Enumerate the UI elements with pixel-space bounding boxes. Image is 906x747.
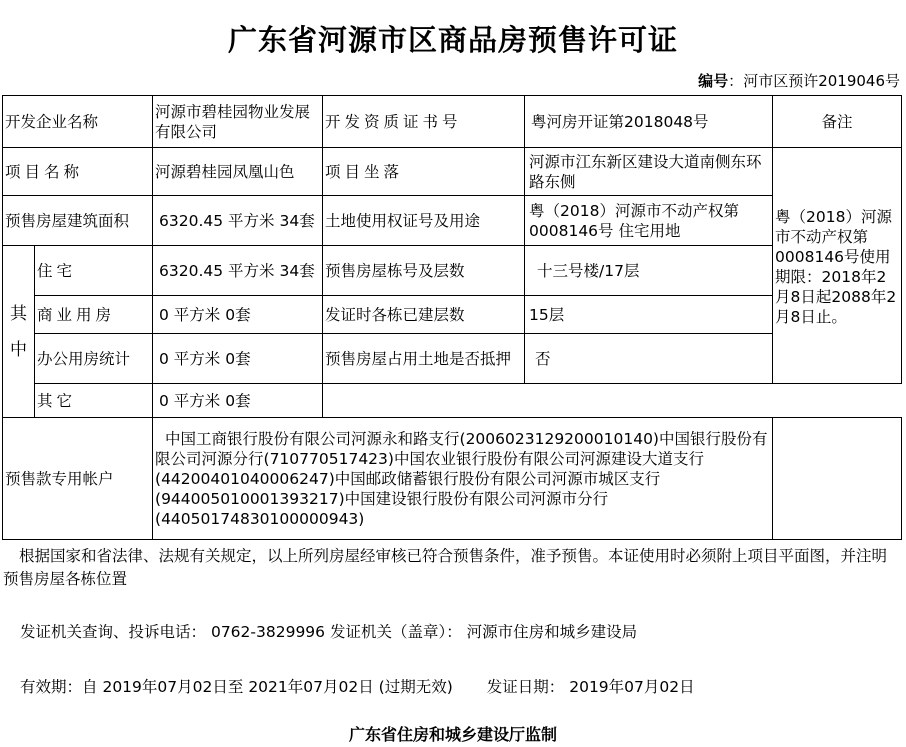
remarks-label: 备注: [773, 96, 902, 148]
presale-area-label: 预售房屋建筑面积: [3, 196, 153, 246]
building-floors-label: 预售房屋栋号及层数: [323, 246, 525, 296]
issue-date: 2019年07月02日: [569, 678, 695, 696]
table-row: [3, 334, 902, 384]
authority-label: 发证机关（盖章）：: [329, 623, 462, 641]
qualification-label: 开发资质证书号: [323, 96, 525, 148]
phone-number: 0762-3829996: [210, 623, 326, 641]
project-name-label: 项目名称: [3, 148, 153, 196]
contact-line: [20, 621, 906, 644]
validity-note: (过期无效): [378, 678, 453, 696]
authority-name: 河源市住房和城乡建设局: [466, 623, 638, 641]
table-row: [3, 418, 902, 540]
commercial-label: 商业用房: [35, 296, 153, 334]
developer-value: 河源市碧桂园物业发展有限公司: [153, 96, 323, 148]
residential-value: 6320.45 平方米 34套: [153, 246, 323, 296]
built-floors-value: 15层: [525, 296, 773, 334]
cert-no-label: 编号: [698, 72, 729, 90]
account-value: 中国工商银行股份有限公司河源永和路支行(2006023129200010140)中国银行股份有限公司河源分行(710770517423)中国农业银行股份有限公司河源建设大道支行(44200401040006247)中国邮政储蓄银行股份有限公司河源市城区支行(944005010001393217)中国建设银行股份有限公司河源市分行(44050174830100000943): [153, 418, 773, 540]
remarks-value: 粤（2018）河源市不动产权第0008146号使用期限：2018年2月8日起2088年2月8日止。: [773, 148, 902, 384]
cert-no-value: 河市区预许2019046号: [743, 72, 900, 90]
validity-label: 有效期：自: [20, 678, 98, 696]
office-label: 办公用房统计: [35, 334, 153, 384]
other-value: 0 平方米 0套: [153, 384, 323, 418]
legal-notice: 根据国家和省法律、法规有关规定，以上所列房屋经审核已符合预售条件，准予预售。本证使用时必须附上项目平面图，并注明预售房屋各栋位置: [3, 547, 888, 588]
table-row: [3, 246, 902, 296]
page-title: 广东省河源市区商品房预售许可证: [227, 23, 678, 57]
built-floors-label: 发证时各栋已建层数: [323, 296, 525, 334]
mortgage-value: 否: [525, 334, 773, 384]
table-row: [3, 196, 902, 246]
account-label: 预售款专用帐户: [3, 418, 153, 540]
commercial-value: 0 平方米 0套: [153, 296, 323, 334]
of-which-text: 其中: [10, 303, 27, 360]
of-which-label: [3, 246, 35, 418]
footer-supervisor: 广东省住房和城乡建设厅监制: [348, 725, 557, 744]
project-location-value: 河源市江东新区建设大道南侧东环路东侧: [525, 148, 773, 196]
table-row: [3, 148, 902, 196]
cert-no-sep: ：: [728, 72, 744, 90]
presale-area-value: 6320.45 平方米 34套: [153, 196, 323, 246]
residential-label: 住宅: [35, 246, 153, 296]
validity-to: 至: [227, 678, 244, 696]
phone-label: 发证机关查询、投诉电话：: [20, 623, 207, 641]
land-cert-label: 土地使用权证号及用途: [323, 196, 525, 246]
table-row: [3, 96, 902, 148]
table-row: [3, 384, 902, 418]
office-value: 0 平方米 0套: [153, 334, 323, 384]
issue-date-label: 发证日期：: [486, 678, 565, 696]
validity-line: [20, 676, 906, 699]
account-remark-blank: [773, 418, 902, 540]
certificate-number: [698, 70, 900, 91]
developer-label: 开发企业名称: [3, 96, 153, 148]
building-floors-value: 十三号楼/17层: [525, 246, 773, 296]
table-row: [3, 296, 902, 334]
qualification-value: 粤河房开证第2018048号: [525, 96, 773, 148]
project-location-label: 项目坐落: [323, 148, 525, 196]
validity-end: 2021年07月02日: [248, 678, 374, 696]
permit-table: [2, 95, 902, 540]
land-cert-value: 粤（2018）河源市不动产权第0008146号 住宅用地: [525, 196, 773, 246]
other-blank: [323, 384, 902, 418]
project-name-value: 河源碧桂园凤凰山色: [153, 148, 323, 196]
mortgage-label: 预售房屋占用土地是否抵押: [323, 334, 525, 384]
other-label: 其它: [35, 384, 153, 418]
validity-start: 2019年07月02日: [102, 678, 228, 696]
